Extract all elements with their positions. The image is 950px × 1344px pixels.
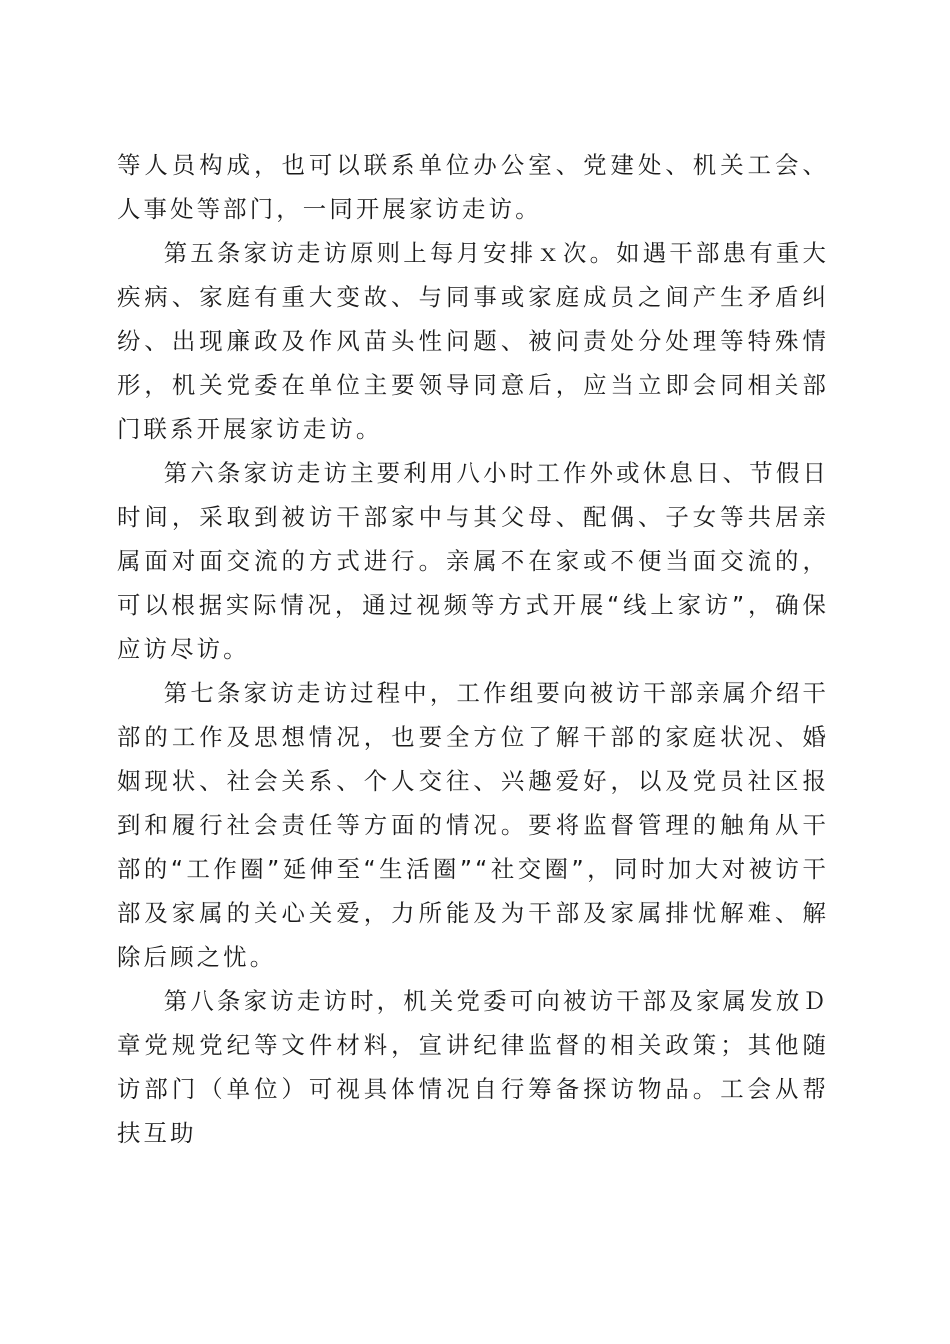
paragraph-continuation: 等人员构成，也可以联系单位办公室、党建处、机关工会、人事处等部门，一同开展家访走访。 [117,151,829,223]
document-body [117,143,829,1155]
paragraph-article-8: 第八条家访走访时，机关党委可向被访干部及家属发放Ｄ章党规党纪等文件材料，宣讲纪律监督的相关政策；其他随访部门（单位）可视具体情况自行筹备探访物品。工会从帮扶互助 [117,987,829,1147]
paragraph-article-5: 第五条家访走访原则上每月安排ｘ次。如遇干部患有重大疾病、家庭有重大变故、与同事或家庭成员之间产生矛盾纠纷、出现廉政及作风苗头性问题、被问责处分处理等特殊情形，机关党委在单位主要领导同意后，应当立即会同相关部门联系开展家访走访。 [117,239,829,443]
paragraph-article-6: 第六条家访走访主要利用八小时工作外或休息日、节假日时间，采取到被访干部家中与其父母、配偶、子女等共居亲属面对面交流的方式进行。亲属不在家或不便当面交流的，可以根据实际情况，通过视频等方式开展“线上家访”，确保应访尽访。 [117,459,829,663]
paragraph-article-7: 第七条家访走访过程中，工作组要向被访干部亲属介绍干部的工作及思想情况，也要全方位了解干部的家庭状况、婚姻现状、社会关系、个人交往、兴趣爱好，以及党员社区报到和履行社会责任等方面的情况。要将监督管理的触角从干部的“工作圈”延伸至“生活圈”“社交圈”，同时加大对被访干部及家属的关心关爱，力所能及为干部及家属排忧解难、解除后顾之忧。 [117,679,829,971]
